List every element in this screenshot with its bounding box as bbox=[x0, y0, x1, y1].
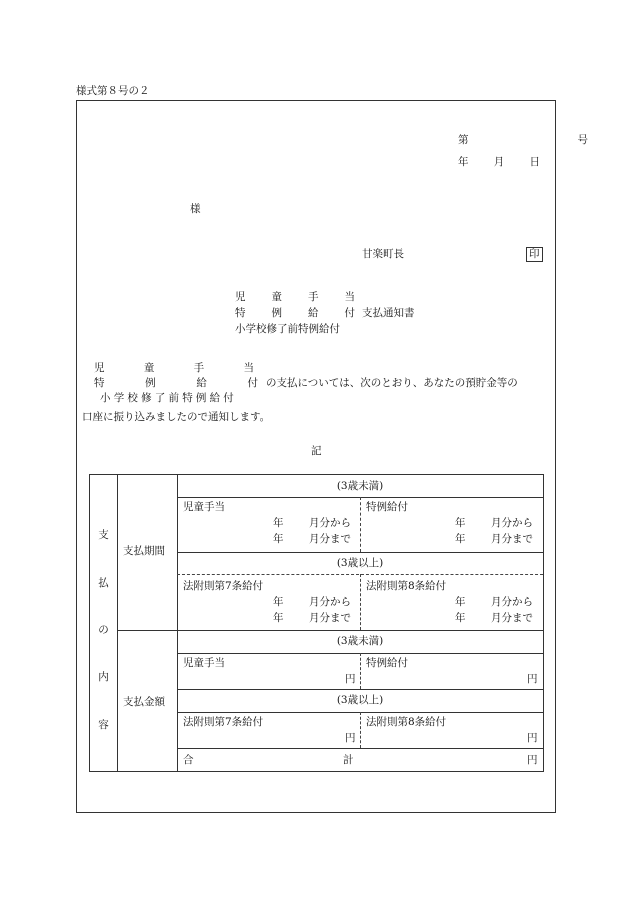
table-divider bbox=[177, 475, 178, 771]
table-dashed-divider bbox=[360, 574, 361, 630]
yen-label: 円 bbox=[345, 673, 356, 685]
body-l1 bbox=[94, 363, 254, 374]
period-special-benefit: 特例給付 bbox=[366, 501, 408, 513]
body-l2-c3: 給 bbox=[196, 377, 207, 389]
body-l2-c1: 特 bbox=[94, 377, 105, 389]
table-divider bbox=[117, 475, 118, 771]
title-l2-c3: 給 bbox=[308, 307, 319, 319]
year-label: 年 bbox=[273, 612, 284, 624]
addressee-suffix: 様 bbox=[190, 203, 201, 215]
yen-label: 円 bbox=[345, 732, 356, 744]
table-dashed-divider bbox=[360, 712, 361, 748]
vert-label-1: 支 bbox=[98, 529, 109, 541]
month-from-label: 月分から bbox=[491, 517, 533, 529]
body-sentence: の支払については、次のとおり、あなたの預貯金等の bbox=[266, 377, 518, 389]
year-label: 年 bbox=[273, 533, 284, 545]
title-l2-c1: 特 bbox=[235, 307, 246, 319]
month-to-label: 月分まで bbox=[309, 612, 351, 624]
period-over3-heading: (3歳以上) bbox=[336, 557, 384, 569]
title-l1-c2: 童 bbox=[271, 291, 282, 303]
amount-over3-heading: (3歳以上) bbox=[336, 694, 384, 706]
period-label: 支払期間 bbox=[123, 545, 165, 557]
doc-title-line2 bbox=[235, 308, 415, 319]
date-month: 月 bbox=[493, 156, 505, 168]
total-label-left: 合 bbox=[183, 754, 194, 766]
total-yen-label: 円 bbox=[527, 754, 538, 766]
table-row-separator bbox=[177, 689, 543, 690]
form-number: 様式第８号の２ bbox=[76, 85, 150, 97]
month-to-label: 月分まで bbox=[491, 533, 533, 545]
number-label-dai: 第 bbox=[458, 134, 469, 146]
vert-label-2: 払 bbox=[98, 577, 109, 589]
number-label-go: 号 bbox=[577, 134, 588, 146]
title-line3: 小学校修了前特例給付 bbox=[235, 323, 340, 335]
body-l2 bbox=[94, 378, 258, 389]
title-l1-c4: 当 bbox=[344, 291, 355, 303]
yen-label: 円 bbox=[527, 673, 538, 685]
body-l2-c2: 例 bbox=[145, 377, 156, 389]
body-l1-c3: 手 bbox=[193, 362, 205, 374]
body-l1-c2: 童 bbox=[143, 362, 155, 374]
vert-label-4: 内 bbox=[98, 671, 109, 683]
issue-number bbox=[458, 135, 588, 146]
title-l1-c3: 手 bbox=[308, 291, 319, 303]
total-label-right: 計 bbox=[343, 754, 354, 766]
month-from-label: 月分から bbox=[309, 596, 351, 608]
ki-marker: 記 bbox=[311, 445, 322, 457]
amount-art7: 法附則第7条給付 bbox=[183, 716, 264, 728]
table-row-separator bbox=[117, 630, 543, 631]
issue-date bbox=[458, 157, 540, 168]
body-l2-c4: 付 bbox=[247, 377, 258, 389]
year-label: 年 bbox=[455, 517, 466, 529]
body-l3: 小学校修了前特例給付 bbox=[100, 392, 237, 404]
year-label: 年 bbox=[455, 533, 466, 545]
period-art8: 法附則第8条給付 bbox=[366, 580, 447, 592]
body-sentence-line2: 口座に振り込みましたので通知します。 bbox=[82, 411, 271, 423]
title-l2-c4: 付 bbox=[344, 307, 355, 319]
issuer-title: 甘楽町長 bbox=[362, 248, 404, 260]
month-to-label: 月分まで bbox=[309, 533, 351, 545]
title-suffix: 支払通知書 bbox=[362, 307, 415, 319]
yen-label: 円 bbox=[527, 732, 538, 744]
period-under3-heading: (3歳未満) bbox=[336, 480, 384, 492]
table-row-separator bbox=[177, 748, 543, 749]
vert-label-5: 容 bbox=[98, 719, 109, 731]
year-label: 年 bbox=[273, 596, 284, 608]
vert-label-3: の bbox=[98, 624, 109, 636]
period-child-allowance: 児童手当 bbox=[183, 501, 225, 513]
table-dashed-divider bbox=[360, 653, 361, 689]
amount-special-benefit: 特例給付 bbox=[366, 657, 408, 669]
amount-under3-heading: (3歳未満) bbox=[336, 635, 384, 647]
year-label: 年 bbox=[455, 596, 466, 608]
month-from-label: 月分から bbox=[491, 596, 533, 608]
payment-details-table bbox=[89, 474, 544, 772]
body-l1-c1: 児 bbox=[94, 362, 105, 374]
title-l2-c2: 例 bbox=[271, 307, 282, 319]
seal-stamp: 印 bbox=[526, 247, 543, 262]
table-dashed-divider bbox=[360, 497, 361, 552]
amount-label: 支払金額 bbox=[123, 696, 165, 708]
doc-title bbox=[235, 292, 355, 303]
body-l1-c4: 当 bbox=[243, 362, 254, 374]
title-l1-c1: 児 bbox=[235, 291, 246, 303]
year-label: 年 bbox=[273, 517, 284, 529]
month-to-label: 月分まで bbox=[491, 612, 533, 624]
date-year: 年 bbox=[458, 156, 469, 168]
date-day: 日 bbox=[529, 156, 540, 168]
period-art7: 法附則第7条給付 bbox=[183, 580, 264, 592]
amount-child-allowance: 児童手当 bbox=[183, 657, 225, 669]
year-label: 年 bbox=[455, 612, 466, 624]
table-row-separator bbox=[177, 552, 543, 553]
month-from-label: 月分から bbox=[309, 517, 351, 529]
amount-art8: 法附則第8条給付 bbox=[366, 716, 447, 728]
